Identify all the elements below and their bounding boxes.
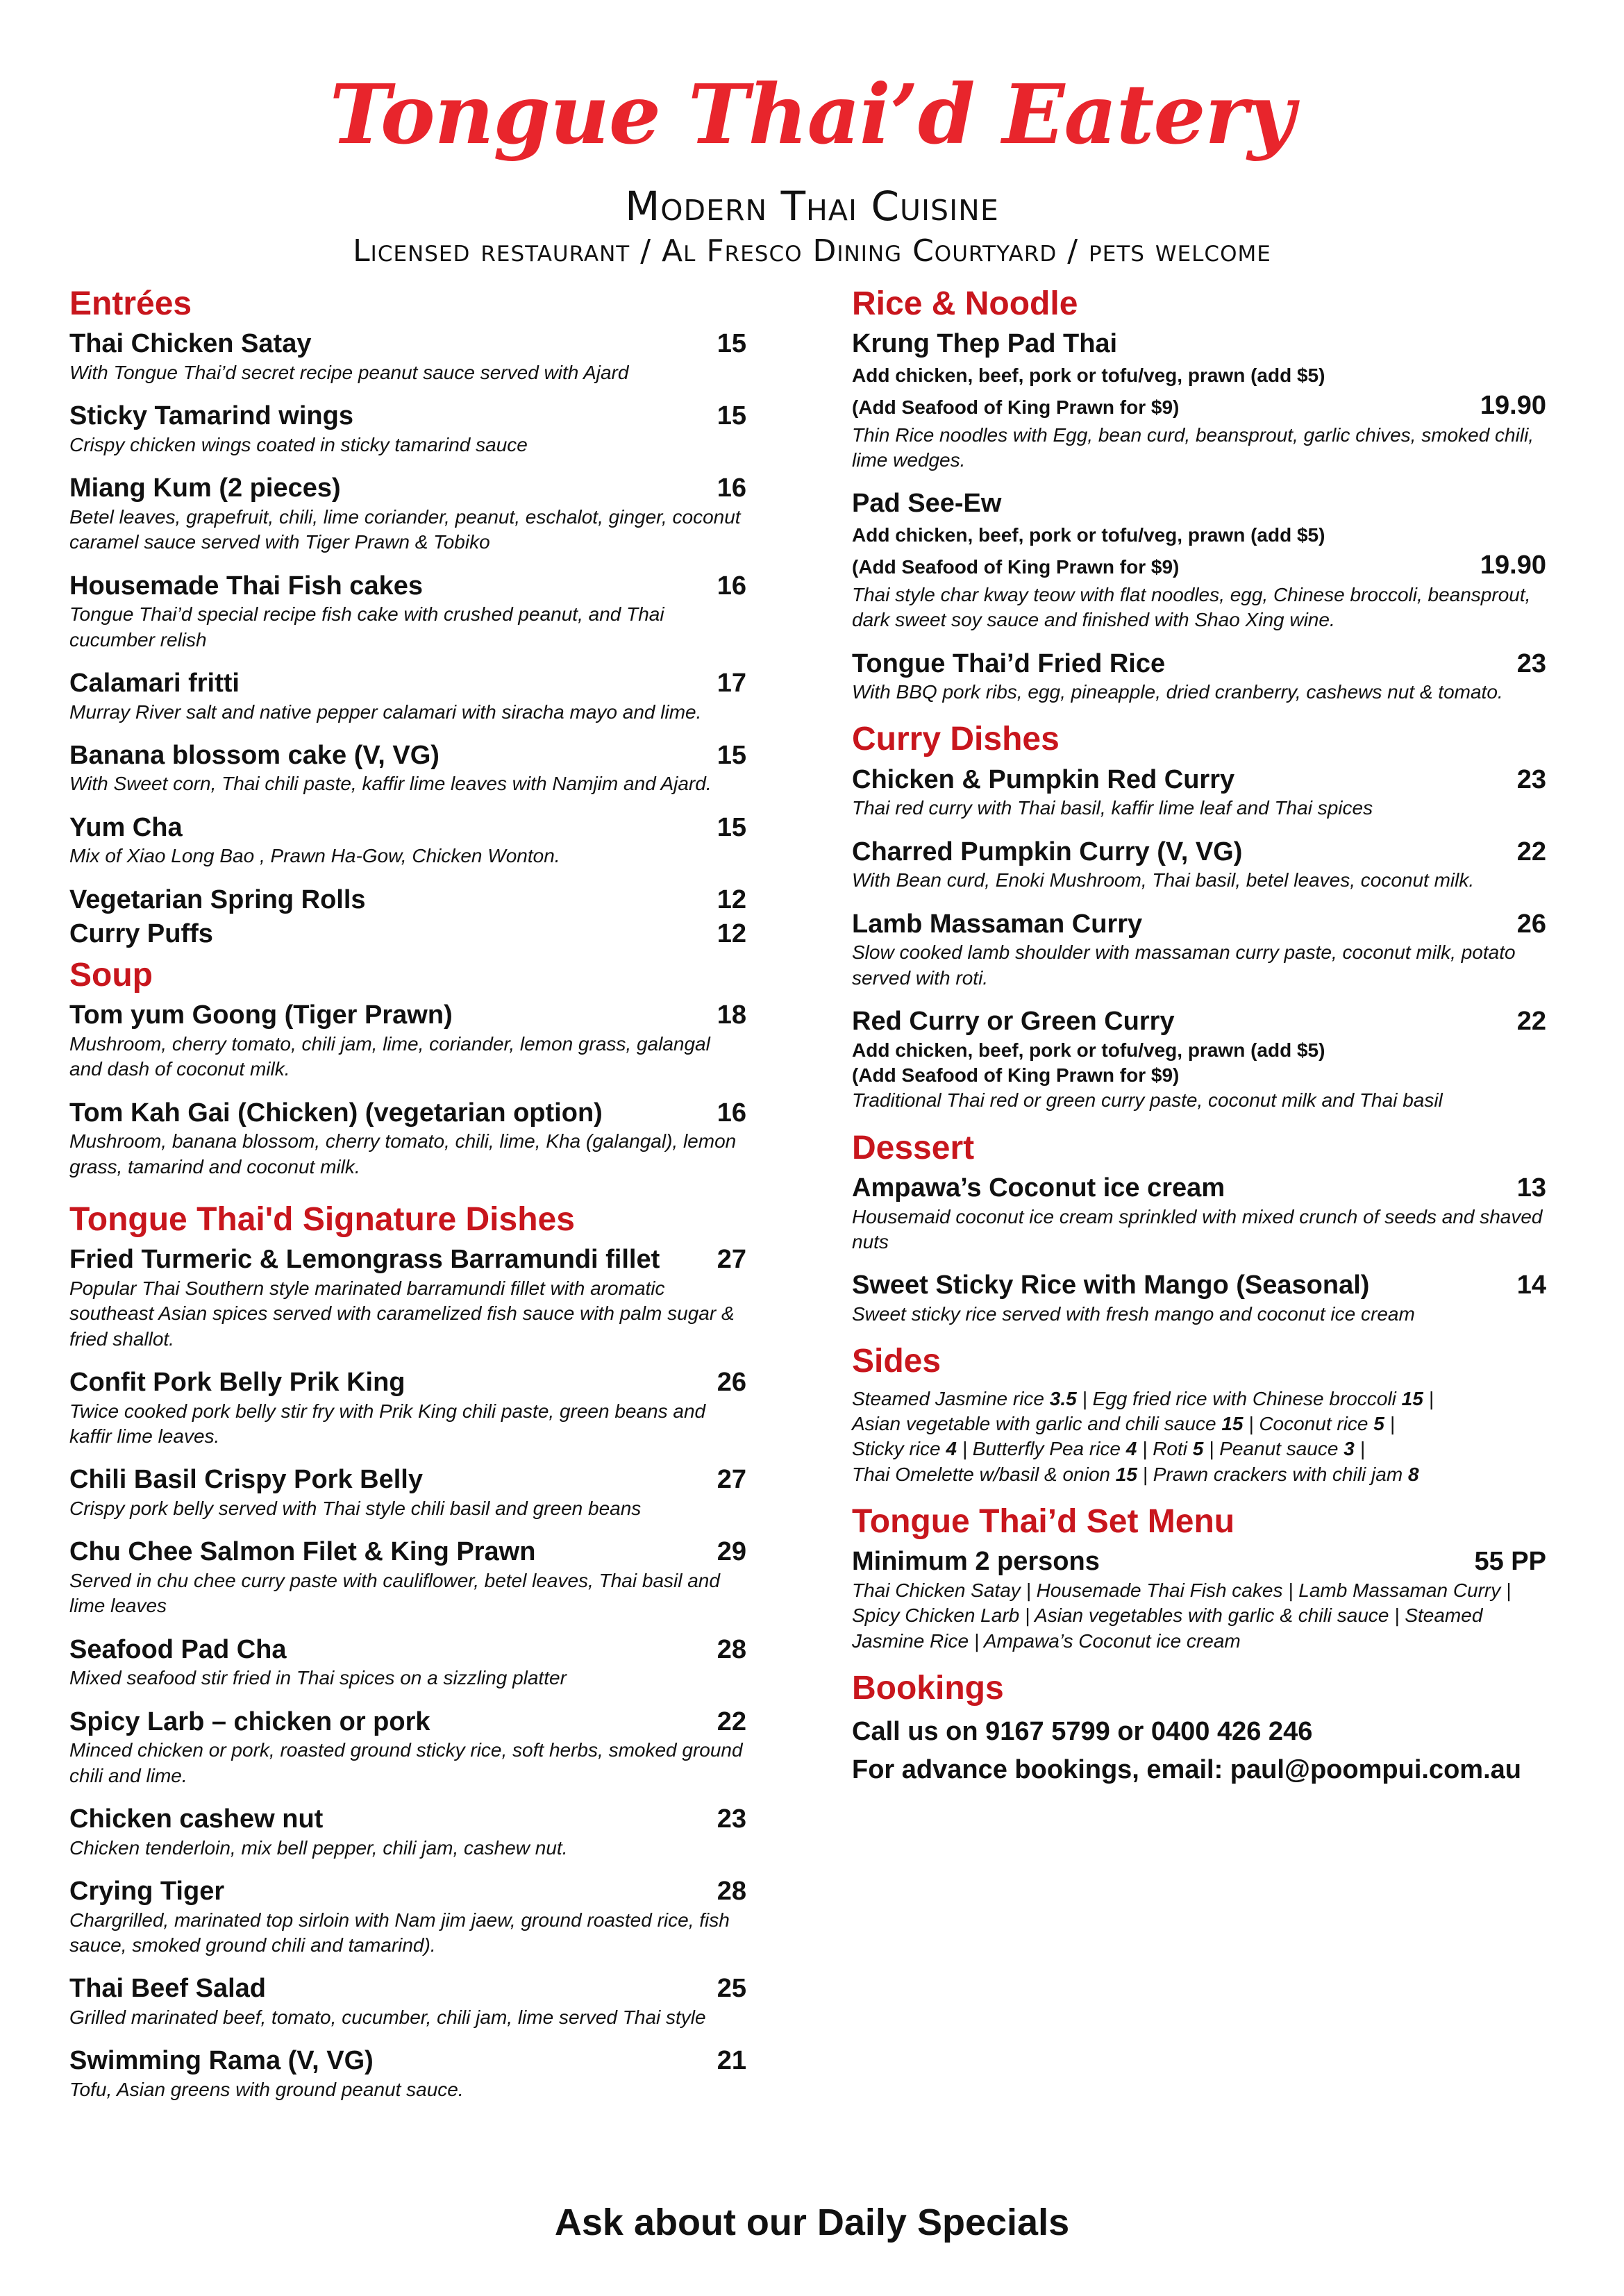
- item-price: 16: [717, 474, 746, 503]
- menu-item: [69, 401, 746, 458]
- item-price: 18: [717, 1000, 746, 1030]
- item-desc: Crispy pork belly served with Thai style chili basil and green beans: [69, 1497, 642, 1519]
- item-option: Add chicken, beef, pork or tofu/veg, prawn (add $5): [852, 1039, 1325, 1061]
- side-name: Roti: [1153, 1438, 1187, 1460]
- menu-item: [69, 1536, 746, 1618]
- side-price: 5: [1192, 1438, 1204, 1460]
- item-desc: Sweet sticky rice served with fresh mango and coconut ice cream: [852, 1302, 1415, 1325]
- item-price: 16: [717, 571, 746, 601]
- daily-specials-note: Ask about our Daily Specials: [554, 2202, 1070, 2243]
- menu-item: [852, 1006, 1546, 1114]
- menu-item: [69, 1634, 746, 1691]
- item-desc: Twice cooked pork belly stir fry with Prik King chili paste, green beans and kaffir lime leaves.: [69, 1400, 706, 1447]
- side-name: Prawn crackers with chili jam: [1153, 1463, 1403, 1485]
- item-desc: Slow cooked lamb shoulder with massaman curry paste, coconut milk, potato served with roti.: [852, 941, 1516, 989]
- side-price: 8: [1407, 1463, 1419, 1485]
- menu-item: [852, 1546, 1546, 1654]
- item-price: 26: [1516, 909, 1546, 939]
- section-rice-noodle: [852, 285, 1546, 705]
- side-name: Egg fried rice with Chinese broccoli: [1092, 1387, 1396, 1409]
- item-desc: Chargrilled, marinated top sirloin with Nam jim jaew, ground roasted rice, fish sauce, smoked ground chili and tamarind).: [69, 1909, 730, 1956]
- section-signature: [69, 1200, 746, 2102]
- sides-list: Steamed Jasmine rice 3.5 | Egg fried rice with Chinese broccoli 15 | Asian vegetable with garlic and chili sauce 15 | Coconut rice 5 | Sticky rice 4 | Butterfly Pea rice 4 | Roti 5 | Peanut sauce 3 | Thai Omelette w/basil & onion 15 | Prawn crackers with chili jam 8: [852, 1387, 1434, 1485]
- item-price: 12: [717, 919, 746, 949]
- item-option: Add chicken, beef, pork or tofu/veg, prawn (add $5): [852, 523, 1325, 546]
- item-price: 22: [1516, 837, 1546, 866]
- section-title: Rice & Noodle: [852, 285, 1078, 322]
- menu-item: [69, 1707, 746, 1788]
- menu-item: [852, 837, 1546, 894]
- item-desc: Thai Chicken Satay | Housemade Thai Fish cakes | Lamb Massaman Curry | Spicy Chicken Larb | Asian vegetables with garlic & chili sauce | Steamed Jasmine Rice | Ampawa’s Coconut ice cream: [852, 1579, 1512, 1652]
- menu-item: [852, 764, 1546, 821]
- section-sides: [852, 1342, 1546, 1487]
- item-price: 23: [717, 1804, 746, 1834]
- item-desc: With BBQ pork ribs, egg, pineapple, dried cranberry, cashews nut & tomato.: [852, 681, 1503, 703]
- item-name: Tom Kah Gai (Chicken) (vegetarian option): [69, 1098, 603, 1128]
- item-option: (Add Seafood of King Prawn for $9): [852, 1064, 1180, 1086]
- item-desc: Crispy chicken wings coated in sticky tamarind sauce: [69, 433, 528, 455]
- item-name: Chili Basil Crispy Pork Belly: [69, 1465, 423, 1495]
- item-desc: Traditional Thai red or green curry paste, coconut milk and Thai basil: [852, 1089, 1443, 1112]
- item-name: Curry Puffs: [69, 919, 213, 949]
- item-price: 55 PP: [1474, 1547, 1546, 1577]
- item-desc: Chicken tenderloin, mix bell pepper, chili jam, cashew nut.: [69, 1836, 568, 1859]
- item-price: 19.90: [1480, 391, 1546, 421]
- item-price: 19.90: [1480, 551, 1546, 580]
- left-column: [69, 285, 746, 2118]
- item-desc: Tofu, Asian greens with ground peanut sauce.: [69, 2078, 464, 2100]
- side-price: 15: [1115, 1463, 1137, 1485]
- item-desc: Mixed seafood stir fried in Thai spices on a sizzling platter: [69, 1667, 567, 1689]
- item-desc: Mushroom, cherry tomato, chili jam, lime, coriander, lemon grass, galangal and dash of coconut milk.: [69, 1032, 710, 1080]
- subtitle: Modern Thai Cuisine: [625, 183, 999, 230]
- menu-item: [69, 885, 746, 916]
- item-desc: Mix of Xiao Long Bao , Prawn Ha-Gow, Chicken Wonton.: [69, 845, 560, 867]
- item-desc: With Bean curd, Enoki Mushroom, Thai basil, betel leaves, coconut milk.: [852, 869, 1475, 891]
- side-price: 5: [1373, 1412, 1384, 1434]
- menu-item: [852, 488, 1546, 632]
- item-desc: Thai red curry with Thai basil, kaffir lime leaf and Thai spices: [852, 797, 1373, 819]
- item-name: Banana blossom cake (V, VG): [69, 740, 440, 770]
- menu-item: [852, 1173, 1546, 1255]
- item-price: 28: [717, 1634, 746, 1664]
- item-name: Chu Chee Salmon Filet & King Prawn: [69, 1537, 536, 1567]
- item-name: Yum Cha: [69, 812, 183, 842]
- side-name: Butterfly Pea rice: [972, 1438, 1121, 1460]
- section-title: Sides: [852, 1343, 941, 1380]
- menu-item: [69, 1244, 746, 1352]
- item-price: 14: [1516, 1271, 1546, 1300]
- item-desc: Mushroom, banana blossom, cherry tomato, chili, lime, Kha (galangal), lemon grass, tamarind and coconut milk.: [69, 1130, 737, 1178]
- section-title: Entrées: [69, 285, 192, 322]
- menu-item: [69, 1973, 746, 2030]
- section-curry: [852, 720, 1546, 1113]
- item-desc: Grilled marinated beef, tomato, cucumber, chili jam, lime served Thai style: [69, 2006, 706, 2028]
- menu-item: [852, 648, 1546, 705]
- item-price: 15: [717, 401, 746, 431]
- item-price: 12: [717, 885, 746, 914]
- side-name: Thai Omelette w/basil & onion: [852, 1463, 1110, 1485]
- side-name: Coconut rice: [1259, 1412, 1368, 1434]
- item-price: 21: [717, 2046, 746, 2076]
- item-name: Chicken & Pumpkin Red Curry: [852, 764, 1235, 794]
- menu-item: [69, 1098, 746, 1180]
- item-price: 28: [717, 1877, 746, 1907]
- section-dessert: [852, 1129, 1546, 1327]
- side-price: 15: [1401, 1387, 1423, 1409]
- section-entrees: [69, 285, 746, 950]
- menu-item: [69, 740, 746, 797]
- section-title: Dessert: [852, 1129, 975, 1166]
- tagline: Licensed restaurant / Al Fresco Dining Courtyard / pets welcome: [353, 233, 1271, 269]
- side-name: Asian vegetable with garlic and chili sauce: [852, 1412, 1216, 1434]
- item-name: Lamb Massaman Curry: [852, 909, 1143, 939]
- item-desc: Murray River salt and native pepper calamari with siracha mayo and lime.: [69, 701, 702, 723]
- item-name: Crying Tiger: [69, 1877, 225, 1907]
- side-price: 3: [1343, 1438, 1355, 1460]
- item-name: Tom yum Goong (Tiger Prawn): [69, 1000, 453, 1030]
- side-price: 4: [946, 1438, 957, 1460]
- item-name: Sticky Tamarind wings: [69, 401, 353, 431]
- item-desc: With Tongue Thai’d secret recipe peanut sauce served with Ajard: [69, 361, 629, 383]
- menu-item: [69, 812, 746, 869]
- menu-item: [69, 1000, 746, 1082]
- section-title: Tongue Thai'd Signature Dishes: [69, 1200, 575, 1238]
- item-option: (Add Seafood of King Prawn for $9): [852, 396, 1180, 419]
- item-desc: Betel leaves, grapefruit, chili, lime coriander, peanut, eschalot, ginger, coconut caramel sauce served with Tiger Prawn & Tobiko: [69, 505, 741, 553]
- item-price: 15: [717, 329, 746, 359]
- section-title: Curry Dishes: [852, 721, 1060, 758]
- menu-item: [69, 1876, 746, 1958]
- booking-email: For advance bookings, email: paul@poompui.com.au: [852, 1755, 1521, 1785]
- side-price: 15: [1221, 1412, 1244, 1434]
- item-desc: Housemaid coconut ice cream sprinkled with mixed crunch of seeds and shaved nuts: [852, 1205, 1543, 1252]
- item-desc: With Sweet corn, Thai chili paste, kaffir lime leaves with Namjim and Ajard.: [69, 773, 712, 795]
- item-name: Swimming Rama (V, VG): [69, 2046, 374, 2076]
- item-option: Add chicken, beef, pork or tofu/veg, prawn (add $5): [852, 364, 1325, 386]
- menu-item: [69, 328, 746, 385]
- item-name: Miang Kum (2 pieces): [69, 474, 341, 503]
- menu-item: [69, 1804, 746, 1861]
- item-name: Seafood Pad Cha: [69, 1634, 287, 1664]
- menu-item: [69, 473, 746, 555]
- menu-item: [69, 1464, 746, 1521]
- booking-phone: Call us on 9167 5799 or 0400 426 246: [852, 1717, 1313, 1747]
- menu-item: [69, 2045, 746, 2102]
- item-name: Ampawa’s Coconut ice cream: [852, 1173, 1225, 1203]
- item-desc: Tongue Thai’d special recipe fish cake with crushed peanut, and Thai cucumber relish: [69, 603, 664, 651]
- right-column: [852, 285, 1546, 1789]
- item-name: Vegetarian Spring Rolls: [69, 885, 366, 914]
- brand-title: Tongue Thai’d Eatery: [329, 66, 1295, 162]
- item-price: 15: [717, 812, 746, 842]
- item-name: Krung Thep Pad Thai: [852, 329, 1118, 359]
- menu-item: [852, 909, 1546, 991]
- menu-item: [69, 668, 746, 725]
- item-price: 27: [717, 1245, 746, 1275]
- item-price: 23: [1516, 648, 1546, 678]
- item-name: Fried Turmeric & Lemongrass Barramundi fillet: [69, 1245, 660, 1275]
- item-desc: Minced chicken or pork, roasted ground sticky rice, soft herbs, smoked ground chili and lime.: [69, 1739, 743, 1786]
- side-price: 4: [1125, 1438, 1137, 1460]
- item-name: Housemade Thai Fish cakes: [69, 571, 423, 601]
- item-price: 22: [717, 1707, 746, 1736]
- section-title: Tongue Thai’d Set Menu: [852, 1503, 1235, 1541]
- side-name: Steamed Jasmine rice: [852, 1387, 1045, 1409]
- item-price: 23: [1516, 764, 1546, 794]
- item-name: Minimum 2 persons: [852, 1547, 1100, 1577]
- item-name: Sweet Sticky Rice with Mango (Seasonal): [852, 1271, 1370, 1300]
- item-name: Spicy Larb – chicken or pork: [69, 1707, 430, 1736]
- item-price: 16: [717, 1098, 746, 1128]
- item-desc: Served in chu chee curry paste with cauliflower, betel leaves, Thai basil and lime leaves: [69, 1569, 720, 1617]
- item-name: Tongue Thai’d Fried Rice: [852, 648, 1166, 678]
- menu-item: [852, 328, 1546, 473]
- item-name: Pad See-Ew: [852, 489, 1002, 519]
- side-price: 3.5: [1049, 1387, 1077, 1409]
- item-price: 15: [717, 740, 746, 770]
- item-price: 29: [717, 1537, 746, 1567]
- side-name: Sticky rice: [852, 1438, 941, 1460]
- menu-item: [69, 1367, 746, 1449]
- item-name: Chicken cashew nut: [69, 1804, 324, 1834]
- item-name: Thai Beef Salad: [69, 1974, 266, 2004]
- menu-item: [69, 571, 746, 653]
- item-price: 25: [717, 1974, 746, 2004]
- item-price: 17: [717, 668, 746, 698]
- item-name: Charred Pumpkin Curry (V, VG): [852, 837, 1243, 866]
- section-bookings: [852, 1669, 1546, 1789]
- item-option: (Add Seafood of King Prawn for $9): [852, 556, 1180, 578]
- section-title: Soup: [69, 957, 153, 994]
- item-price: 27: [717, 1465, 746, 1495]
- side-name: Peanut sauce: [1219, 1438, 1339, 1460]
- item-name: Red Curry or Green Curry: [852, 1007, 1175, 1037]
- item-desc: Popular Thai Southern style marinated barramundi fillet with aromatic southeast Asian spices served with caramelized fish sauce with palm sugar & fried shallot.: [69, 1277, 735, 1350]
- item-name: Confit Pork Belly Prik King: [69, 1367, 405, 1397]
- item-desc: Thai style char kway teow with flat noodles, egg, Chinese broccoli, beansprout, dark sweet soy sauce and finished with Shao Xing wine.: [852, 583, 1531, 631]
- section-set-menu: [852, 1502, 1546, 1654]
- item-desc: Thin Rice noodles with Egg, bean curd, beansprout, garlic chives, smoked chili, lime wedges.: [852, 424, 1534, 471]
- section-soup: [69, 956, 746, 1180]
- item-price: 26: [717, 1367, 746, 1397]
- item-price: 13: [1516, 1173, 1546, 1203]
- menu-item: [852, 1270, 1546, 1327]
- section-title: Bookings: [852, 1670, 1004, 1707]
- item-price: 22: [1516, 1007, 1546, 1037]
- menu-item: [69, 919, 746, 950]
- item-name: Calamari fritti: [69, 668, 240, 698]
- item-name: Thai Chicken Satay: [69, 329, 312, 359]
